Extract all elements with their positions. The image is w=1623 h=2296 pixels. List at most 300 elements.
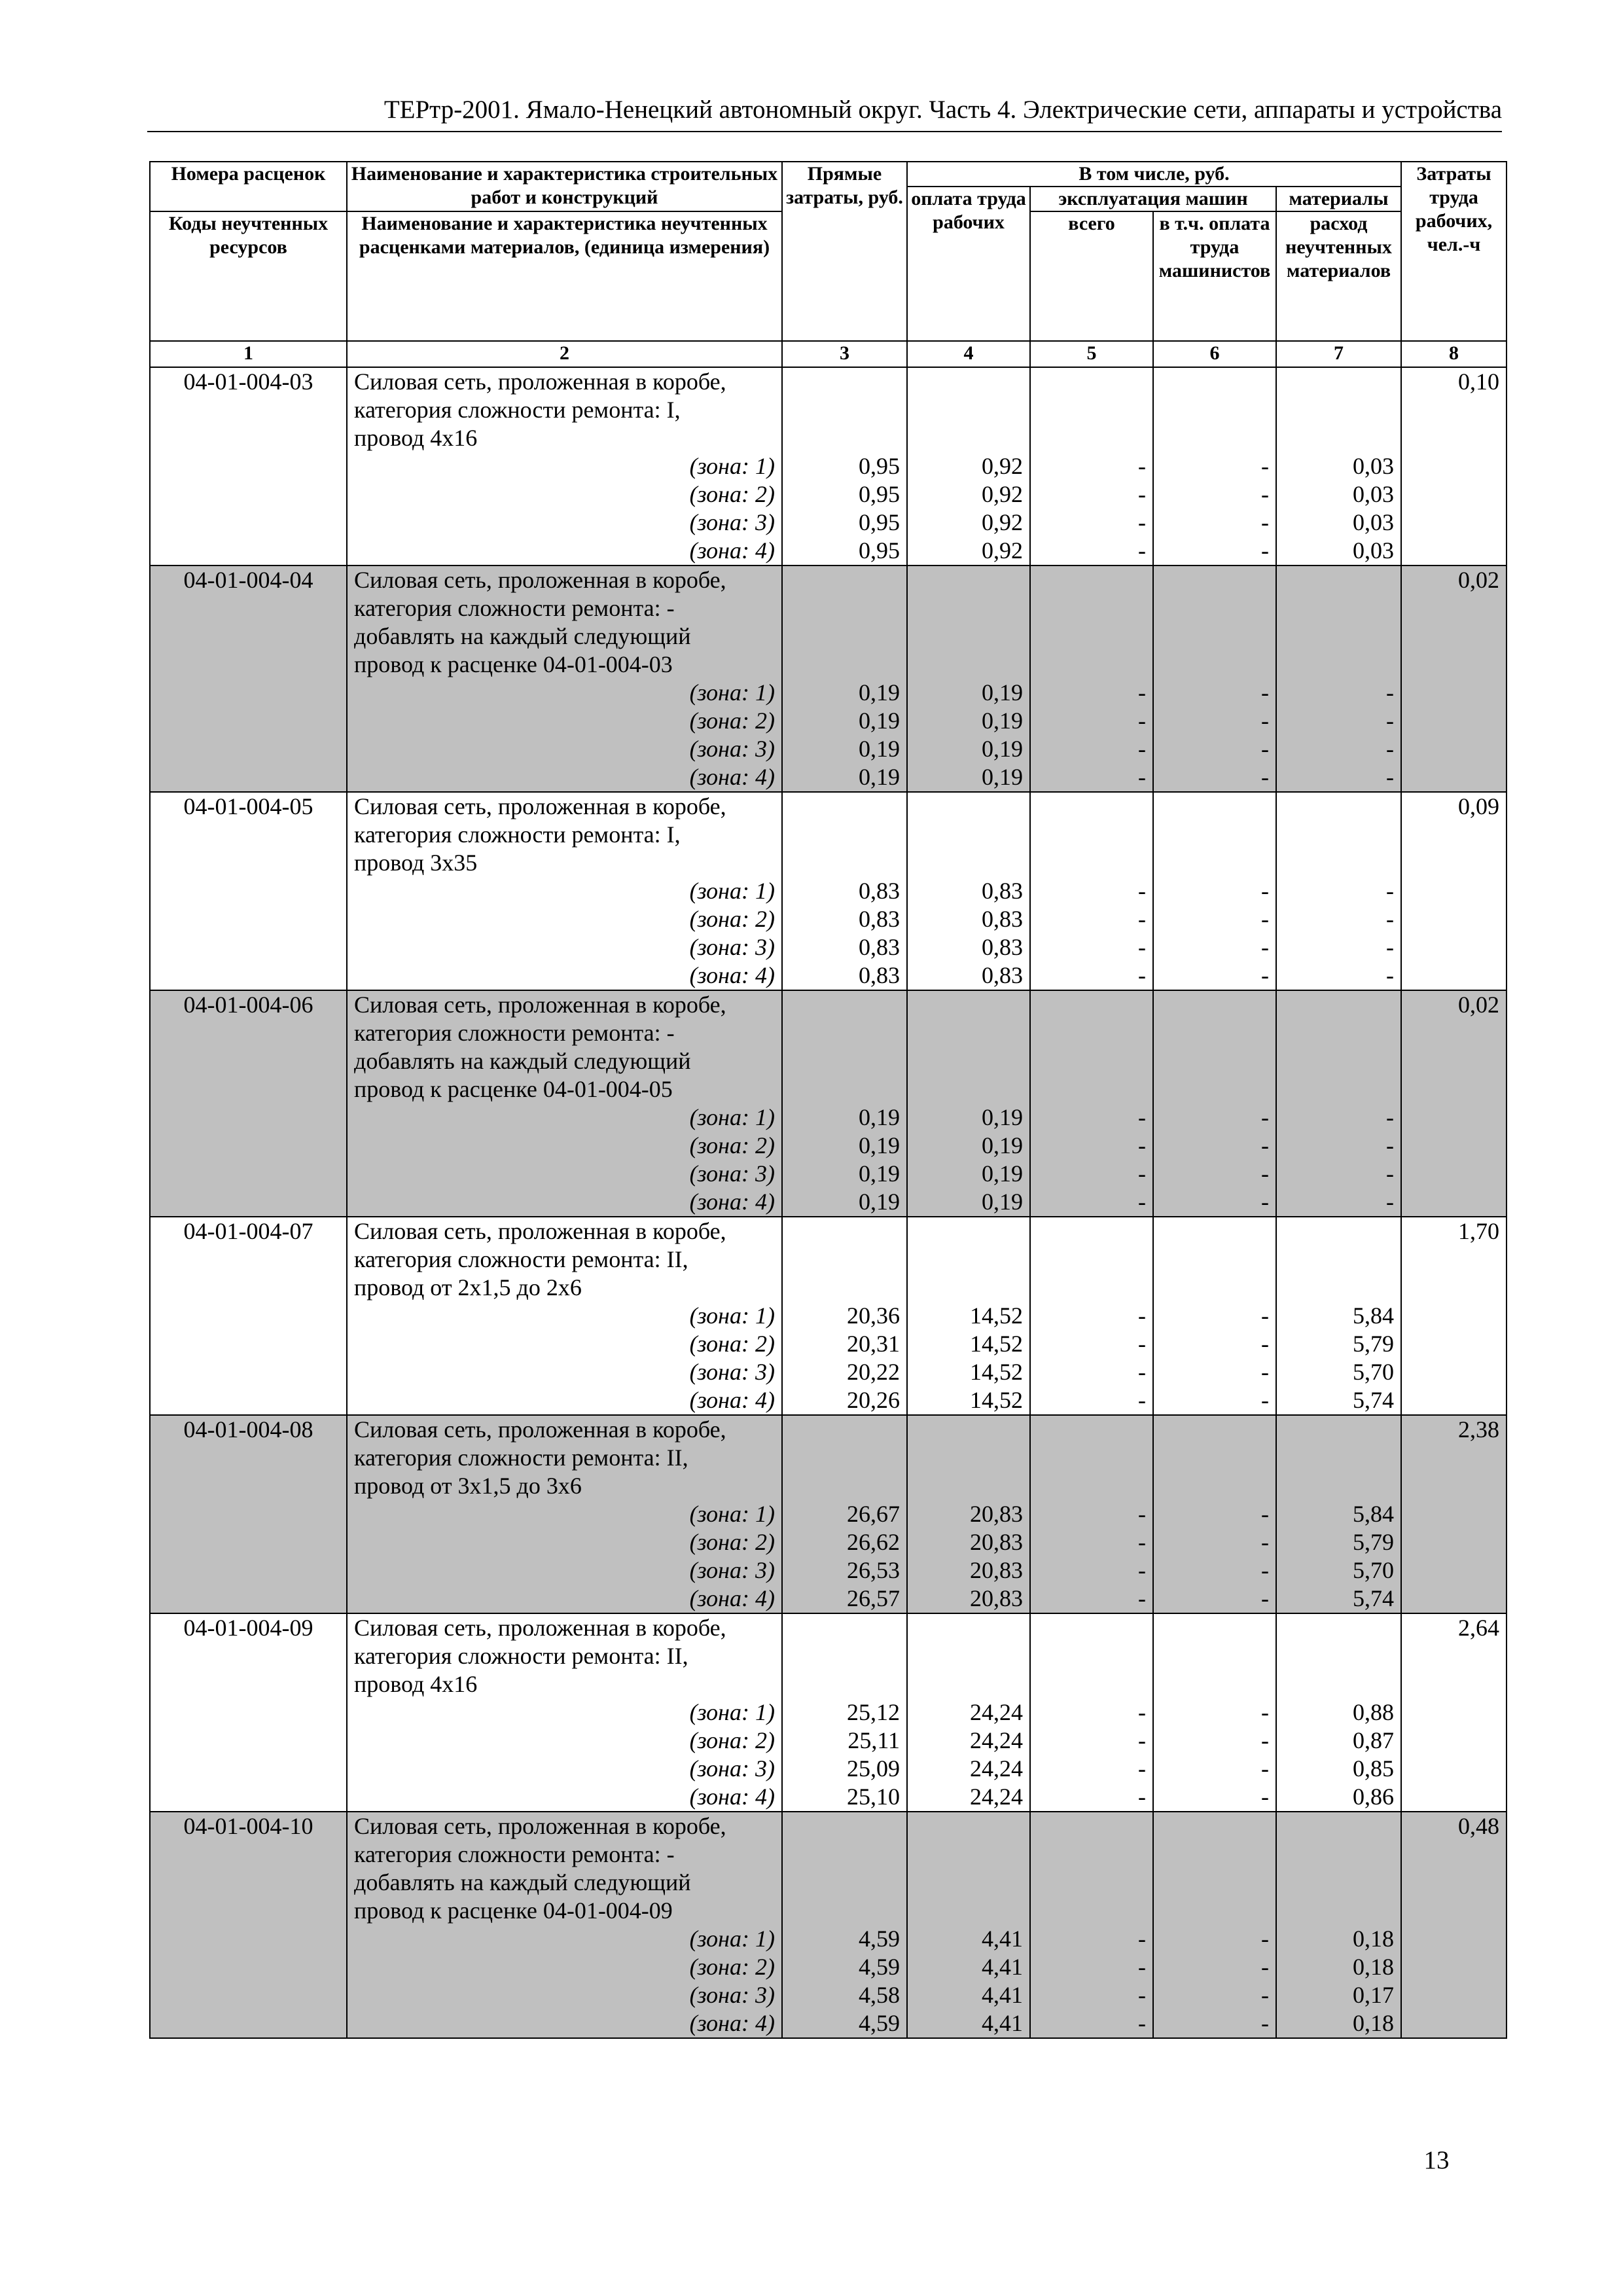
material-value: 0,18 bbox=[1353, 2010, 1395, 2036]
machines-total-value: - bbox=[1138, 1387, 1146, 1413]
direct-cost-value: 0,19 bbox=[859, 764, 900, 790]
spacer bbox=[908, 1670, 1029, 1698]
spacer bbox=[908, 1840, 1029, 1869]
machines-total-cell bbox=[1030, 565, 1153, 792]
direct-cost-value: 0,19 bbox=[859, 1160, 900, 1187]
direct-cost-value: 4,59 bbox=[859, 1954, 900, 1980]
spacer bbox=[1277, 1444, 1400, 1472]
operator-wage-value: - bbox=[1261, 453, 1269, 479]
rate-code-cell bbox=[150, 1217, 347, 1415]
rate-name-line: провод к расценке 04-01-004-09 bbox=[354, 1897, 673, 1924]
worker-wage-value: 24,24 bbox=[970, 1727, 1023, 1753]
direct-cost-value: 4,59 bbox=[859, 2010, 900, 2036]
worker-wage-value: 14,52 bbox=[970, 1302, 1023, 1329]
spacer bbox=[908, 793, 1029, 821]
header-including: В том числе, руб. bbox=[907, 162, 1401, 187]
machines-total-cell bbox=[1030, 367, 1153, 565]
spacer bbox=[783, 1416, 906, 1444]
labor-cost-cell bbox=[1401, 1217, 1507, 1415]
machines-total-value: - bbox=[1138, 1557, 1146, 1583]
rate-name-line: провод 3х35 bbox=[354, 850, 478, 876]
spacer bbox=[1031, 1869, 1152, 1897]
rate-code: 04-01-004-07 bbox=[183, 1218, 313, 1244]
zone-label: (зона: 4) bbox=[689, 1387, 775, 1413]
rate-code-cell bbox=[150, 990, 347, 1217]
material-value: 5,79 bbox=[1353, 1331, 1395, 1357]
material-value: - bbox=[1386, 906, 1395, 932]
labor-cost-cell bbox=[1401, 990, 1507, 1217]
machines-total-value: - bbox=[1138, 1699, 1146, 1725]
worker-wage-cell bbox=[907, 1613, 1030, 1812]
machines-total-value: - bbox=[1138, 708, 1146, 734]
spacer bbox=[1277, 368, 1400, 396]
worker-wage-cell bbox=[907, 990, 1030, 1217]
spacer bbox=[1031, 991, 1152, 1019]
zone-label: (зона: 3) bbox=[689, 1359, 775, 1385]
spacer bbox=[908, 622, 1029, 651]
zone-label: (зона: 1) bbox=[689, 679, 775, 706]
machines-total-value: - bbox=[1138, 1331, 1146, 1357]
rate-name-line: Силовая сеть, проложенная в коробе, bbox=[354, 1813, 726, 1839]
machines-total-value: - bbox=[1138, 1359, 1146, 1385]
direct-cost-value: 26,57 bbox=[847, 1585, 900, 1611]
direct-cost-value: 4,58 bbox=[859, 1982, 900, 2008]
direct-cost-value: 4,59 bbox=[859, 1926, 900, 1952]
rate-description-cell bbox=[347, 1217, 782, 1415]
labor-cost-cell bbox=[1401, 792, 1507, 990]
direct-cost-value: 20,31 bbox=[847, 1331, 900, 1357]
spacer bbox=[908, 424, 1029, 452]
worker-wage-value: 20,83 bbox=[970, 1501, 1023, 1527]
material-value: - bbox=[1386, 764, 1395, 790]
spacer bbox=[1154, 1274, 1275, 1302]
material-value: - bbox=[1386, 736, 1395, 762]
material-value: - bbox=[1386, 962, 1395, 988]
spacer bbox=[1154, 793, 1275, 821]
rate-code: 04-01-004-08 bbox=[183, 1416, 313, 1443]
operator-wage-value: - bbox=[1261, 481, 1269, 507]
labor-cost-value: 2,38 bbox=[1458, 1416, 1500, 1443]
spacer bbox=[1154, 991, 1275, 1019]
zone-label: (зона: 4) bbox=[689, 1585, 775, 1611]
spacer bbox=[783, 793, 906, 821]
spacer bbox=[1031, 396, 1152, 424]
header-machines: эксплуатация машин bbox=[1030, 187, 1276, 211]
rate-row bbox=[150, 792, 1507, 990]
rate-description-cell bbox=[347, 990, 782, 1217]
machines-total-value: - bbox=[1138, 481, 1146, 507]
material-cell bbox=[1276, 1415, 1401, 1613]
spacer bbox=[908, 368, 1029, 396]
spacer bbox=[1031, 1274, 1152, 1302]
spacer bbox=[908, 849, 1029, 877]
machines-total-value: - bbox=[1138, 453, 1146, 479]
rate-name-line: провод к расценке 04-01-004-03 bbox=[354, 651, 673, 677]
worker-wage-value: 0,19 bbox=[982, 708, 1023, 734]
machines-total-value: - bbox=[1138, 764, 1146, 790]
labor-cost-value: 1,70 bbox=[1458, 1218, 1500, 1244]
labor-cost-cell bbox=[1401, 1613, 1507, 1812]
direct-cost-value: 0,95 bbox=[859, 537, 900, 564]
rate-row bbox=[150, 1415, 1507, 1613]
material-value: 0,17 bbox=[1353, 1982, 1395, 2008]
direct-cost-value: 0,19 bbox=[859, 1104, 900, 1130]
spacer bbox=[1154, 1217, 1275, 1246]
machines-total-value: - bbox=[1138, 2010, 1146, 2036]
spacer bbox=[783, 1642, 906, 1670]
rate-code-cell bbox=[150, 367, 347, 565]
column-number: 7 bbox=[1276, 341, 1401, 367]
direct-cost-value: 0,19 bbox=[859, 1189, 900, 1215]
worker-wage-value: 0,83 bbox=[982, 934, 1023, 960]
worker-wage-value: 0,83 bbox=[982, 962, 1023, 988]
worker-wage-value: 14,52 bbox=[970, 1387, 1023, 1413]
machines-total-value: - bbox=[1138, 1585, 1146, 1611]
zone-label: (зона: 3) bbox=[689, 1160, 775, 1187]
operator-wage-value: - bbox=[1261, 1557, 1269, 1583]
rate-name-line: Силовая сеть, проложенная в коробе, bbox=[354, 1218, 726, 1244]
rate-description-cell bbox=[347, 792, 782, 990]
operator-wage-cell bbox=[1153, 990, 1276, 1217]
operator-wage-value: - bbox=[1261, 1331, 1269, 1357]
column-number: 2 bbox=[347, 341, 782, 367]
machines-total-cell bbox=[1030, 1812, 1153, 2038]
rate-description-cell bbox=[347, 565, 782, 792]
spacer bbox=[1277, 849, 1400, 877]
spacer bbox=[783, 368, 906, 396]
zone-label: (зона: 3) bbox=[689, 509, 775, 535]
spacer bbox=[908, 1075, 1029, 1103]
spacer bbox=[1277, 566, 1400, 594]
spacer bbox=[908, 1274, 1029, 1302]
machines-total-cell bbox=[1030, 1217, 1153, 1415]
rate-name-line: категория сложности ремонта: I, bbox=[354, 821, 681, 848]
spacer bbox=[783, 1472, 906, 1500]
zone-label: (зона: 3) bbox=[689, 736, 775, 762]
spacer bbox=[908, 1869, 1029, 1897]
machines-total-value: - bbox=[1138, 1160, 1146, 1187]
machines-total-value: - bbox=[1138, 679, 1146, 706]
worker-wage-value: 0,92 bbox=[982, 509, 1023, 535]
material-value: - bbox=[1386, 1104, 1395, 1130]
rate-code-cell bbox=[150, 1613, 347, 1812]
header-rate-numbers: Номера расценок bbox=[150, 162, 347, 211]
spacer bbox=[1031, 849, 1152, 877]
rate-name-line: Силовая сеть, проложенная в коробе, bbox=[354, 567, 726, 593]
spacer bbox=[1277, 1075, 1400, 1103]
column-number: 6 bbox=[1153, 341, 1276, 367]
operator-wage-value: - bbox=[1261, 1699, 1269, 1725]
spacer bbox=[1031, 1897, 1152, 1925]
material-cell bbox=[1276, 1613, 1401, 1812]
spacer bbox=[1277, 1614, 1400, 1642]
spacer bbox=[908, 396, 1029, 424]
material-cell bbox=[1276, 1812, 1401, 2038]
worker-wage-value: 0,19 bbox=[982, 1160, 1023, 1187]
table-header bbox=[150, 162, 1507, 367]
zone-label: (зона: 1) bbox=[689, 453, 775, 479]
direct-cost-value: 0,95 bbox=[859, 453, 900, 479]
direct-cost-value: 0,83 bbox=[859, 906, 900, 932]
operator-wage-value: - bbox=[1261, 2010, 1269, 2036]
rate-name-line: категория сложности ремонта: - bbox=[354, 1020, 675, 1046]
material-value: 5,79 bbox=[1353, 1529, 1395, 1555]
worker-wage-cell bbox=[907, 792, 1030, 990]
spacer bbox=[783, 1614, 906, 1642]
rate-name-line: категория сложности ремонта: II, bbox=[354, 1643, 688, 1669]
operator-wage-cell bbox=[1153, 792, 1276, 990]
worker-wage-value: 0,92 bbox=[982, 453, 1023, 479]
spacer bbox=[1031, 594, 1152, 622]
spacer bbox=[1277, 1472, 1400, 1500]
rate-code-cell bbox=[150, 792, 347, 990]
spacer bbox=[783, 566, 906, 594]
rate-description-cell bbox=[347, 367, 782, 565]
operator-wage-value: - bbox=[1261, 1359, 1269, 1385]
spacer bbox=[908, 821, 1029, 849]
machines-total-cell bbox=[1030, 792, 1153, 990]
direct-cost-value: 26,53 bbox=[847, 1557, 900, 1583]
column-number: 3 bbox=[782, 341, 907, 367]
spacer bbox=[1277, 1274, 1400, 1302]
spacer bbox=[908, 1047, 1029, 1075]
spacer bbox=[1031, 622, 1152, 651]
spacer bbox=[1031, 1075, 1152, 1103]
worker-wage-cell bbox=[907, 1415, 1030, 1613]
worker-wage-value: 24,24 bbox=[970, 1784, 1023, 1810]
rate-name-line: добавлять на каждый следующий bbox=[354, 623, 691, 649]
operator-wage-value: - bbox=[1261, 1727, 1269, 1753]
rate-name-line: Силовая сеть, проложенная в коробе, bbox=[354, 1615, 726, 1641]
operator-wage-value: - bbox=[1261, 878, 1269, 904]
spacer bbox=[783, 821, 906, 849]
operator-wage-value: - bbox=[1261, 1755, 1269, 1782]
zone-label: (зона: 4) bbox=[689, 1189, 775, 1215]
operator-wage-value: - bbox=[1261, 906, 1269, 932]
worker-wage-value: 0,19 bbox=[982, 679, 1023, 706]
operator-wage-value: - bbox=[1261, 1954, 1269, 1980]
spacer bbox=[1154, 396, 1275, 424]
worker-wage-value: 0,92 bbox=[982, 481, 1023, 507]
spacer bbox=[1277, 991, 1400, 1019]
zone-label: (зона: 2) bbox=[689, 1331, 775, 1357]
machines-total-value: - bbox=[1138, 1132, 1146, 1158]
spacer bbox=[783, 424, 906, 452]
spacer bbox=[1154, 1444, 1275, 1472]
machines-total-value: - bbox=[1138, 1104, 1146, 1130]
machines-total-cell bbox=[1030, 990, 1153, 1217]
spacer bbox=[1031, 1019, 1152, 1047]
rate-name-line: провод от 2х1,5 до 2х6 bbox=[354, 1274, 582, 1300]
operator-wage-value: - bbox=[1261, 1585, 1269, 1611]
spacer bbox=[908, 1472, 1029, 1500]
direct-cost-value: 0,19 bbox=[859, 679, 900, 706]
rate-row bbox=[150, 990, 1507, 1217]
spacer bbox=[783, 1274, 906, 1302]
rate-description-cell bbox=[347, 1812, 782, 2038]
material-value: 0,86 bbox=[1353, 1784, 1395, 1810]
worker-wage-value: 0,19 bbox=[982, 1104, 1023, 1130]
material-value: 5,84 bbox=[1353, 1302, 1395, 1329]
direct-cost-value: 0,95 bbox=[859, 481, 900, 507]
operator-wage-value: - bbox=[1261, 537, 1269, 564]
worker-wage-value: 4,41 bbox=[982, 1926, 1023, 1952]
worker-wage-cell bbox=[907, 1217, 1030, 1415]
spacer bbox=[1277, 1840, 1400, 1869]
machines-total-value: - bbox=[1138, 1727, 1146, 1753]
zone-label: (зона: 1) bbox=[689, 1501, 775, 1527]
page-number: 13 bbox=[1423, 2146, 1450, 2174]
labor-cost-value: 0,02 bbox=[1458, 992, 1500, 1018]
spacer bbox=[908, 566, 1029, 594]
operator-wage-value: - bbox=[1261, 736, 1269, 762]
machines-total-value: - bbox=[1138, 1501, 1146, 1527]
rate-name-line: категория сложности ремонта: II, bbox=[354, 1246, 688, 1272]
worker-wage-value: 20,83 bbox=[970, 1585, 1023, 1611]
machines-total-cell bbox=[1030, 1613, 1153, 1812]
spacer bbox=[1277, 622, 1400, 651]
labor-cost-value: 0,09 bbox=[1458, 793, 1500, 819]
spacer bbox=[908, 1416, 1029, 1444]
operator-wage-cell bbox=[1153, 1415, 1276, 1613]
operator-wage-value: - bbox=[1261, 1302, 1269, 1329]
rate-code-cell bbox=[150, 1415, 347, 1613]
spacer bbox=[1154, 368, 1275, 396]
rate-name-line: Силовая сеть, проложенная в коробе, bbox=[354, 793, 726, 819]
column-number: 1 bbox=[150, 341, 347, 367]
header-direct-costs: Прямые затраты, руб. bbox=[782, 162, 907, 341]
machines-total-value: - bbox=[1138, 1784, 1146, 1810]
spacer bbox=[1154, 594, 1275, 622]
operator-wage-value: - bbox=[1261, 1132, 1269, 1158]
spacer bbox=[908, 1019, 1029, 1047]
spacer bbox=[1031, 1472, 1152, 1500]
spacer bbox=[1031, 1047, 1152, 1075]
worker-wage-value: 20,83 bbox=[970, 1529, 1023, 1555]
spacer bbox=[1277, 1642, 1400, 1670]
operator-wage-cell bbox=[1153, 367, 1276, 565]
zone-label: (зона: 3) bbox=[689, 934, 775, 960]
labor-cost-cell bbox=[1401, 565, 1507, 792]
zone-label: (зона: 1) bbox=[689, 1104, 775, 1130]
spacer bbox=[908, 1897, 1029, 1925]
rate-code-cell bbox=[150, 565, 347, 792]
material-value: - bbox=[1386, 1189, 1395, 1215]
rates-table bbox=[149, 161, 1507, 2039]
spacer bbox=[908, 1812, 1029, 1840]
labor-cost-value: 0,02 bbox=[1458, 567, 1500, 593]
spacer bbox=[1031, 793, 1152, 821]
material-cell bbox=[1276, 1217, 1401, 1415]
spacer bbox=[1154, 1416, 1275, 1444]
direct-cost-cell bbox=[782, 1415, 907, 1613]
worker-wage-value: 0,19 bbox=[982, 1189, 1023, 1215]
direct-cost-cell bbox=[782, 1613, 907, 1812]
worker-wage-value: 0,19 bbox=[982, 1132, 1023, 1158]
zone-label: (зона: 3) bbox=[689, 1755, 775, 1782]
spacer bbox=[1031, 368, 1152, 396]
worker-wage-value: 14,52 bbox=[970, 1359, 1023, 1385]
spacer bbox=[1277, 1897, 1400, 1925]
operator-wage-value: - bbox=[1261, 1784, 1269, 1810]
spacer bbox=[1277, 424, 1400, 452]
material-value: 5,74 bbox=[1353, 1585, 1395, 1611]
spacer bbox=[908, 1642, 1029, 1670]
spacer bbox=[783, 1897, 906, 1925]
direct-cost-cell bbox=[782, 367, 907, 565]
worker-wage-value: 0,83 bbox=[982, 906, 1023, 932]
header-machines-total: всего bbox=[1030, 211, 1153, 341]
material-value: 5,70 bbox=[1353, 1359, 1395, 1385]
spacer bbox=[1277, 1019, 1400, 1047]
material-cell bbox=[1276, 367, 1401, 565]
spacer bbox=[1031, 1840, 1152, 1869]
machines-total-value: - bbox=[1138, 1926, 1146, 1952]
material-value: 5,74 bbox=[1353, 1387, 1395, 1413]
zone-label: (зона: 2) bbox=[689, 1954, 775, 1980]
operator-wage-value: - bbox=[1261, 679, 1269, 706]
spacer bbox=[908, 594, 1029, 622]
direct-cost-value: 0,95 bbox=[859, 509, 900, 535]
material-value: 0,18 bbox=[1353, 1954, 1395, 1980]
material-value: 0,87 bbox=[1353, 1727, 1395, 1753]
spacer bbox=[1031, 651, 1152, 679]
worker-wage-cell bbox=[907, 1812, 1030, 2038]
rate-name-line: добавлять на каждый следующий bbox=[354, 1869, 691, 1895]
direct-cost-value: 20,22 bbox=[847, 1359, 900, 1385]
material-value: 0,03 bbox=[1353, 509, 1395, 535]
spacer bbox=[908, 1614, 1029, 1642]
spacer bbox=[1154, 1246, 1275, 1274]
worker-wage-value: 0,19 bbox=[982, 764, 1023, 790]
direct-cost-value: 25,10 bbox=[847, 1784, 900, 1810]
spacer bbox=[783, 396, 906, 424]
labor-cost-cell bbox=[1401, 1812, 1507, 2038]
operator-wage-value: - bbox=[1261, 708, 1269, 734]
direct-cost-value: 0,19 bbox=[859, 736, 900, 762]
zone-label: (зона: 2) bbox=[689, 1132, 775, 1158]
spacer bbox=[1154, 1812, 1275, 1840]
rate-name-line: Силовая сеть, проложенная в коробе, bbox=[354, 1416, 726, 1443]
spacer bbox=[1154, 1019, 1275, 1047]
direct-cost-value: 20,36 bbox=[847, 1302, 900, 1329]
direct-cost-cell bbox=[782, 792, 907, 990]
rate-row bbox=[150, 367, 1507, 565]
header-resource-codes: Коды неучтенных ресурсов bbox=[150, 211, 347, 341]
spacer bbox=[1154, 566, 1275, 594]
rate-name-line: провод к расценке 04-01-004-05 bbox=[354, 1076, 673, 1102]
header-material-name: Наименование и характеристика неучтенных расценками материалов, (единица измерения) bbox=[347, 211, 782, 341]
worker-wage-value: 24,24 bbox=[970, 1699, 1023, 1725]
machines-total-value: - bbox=[1138, 934, 1146, 960]
rate-code: 04-01-004-09 bbox=[183, 1615, 313, 1641]
rate-name-line: категория сложности ремонта: - bbox=[354, 1841, 675, 1867]
spacer bbox=[783, 1444, 906, 1472]
direct-cost-value: 0,19 bbox=[859, 708, 900, 734]
spacer bbox=[1154, 651, 1275, 679]
machines-total-value: - bbox=[1138, 1189, 1146, 1215]
rate-name-line: провод от 3х1,5 до 3х6 bbox=[354, 1473, 582, 1499]
material-cell bbox=[1276, 990, 1401, 1217]
rate-name-line: провод 4х16 bbox=[354, 1671, 478, 1697]
running-head: ТЕРтр-2001. Ямало-Ненецкий автономный округ. Часть 4. Электрические сети, аппараты и устройства bbox=[147, 93, 1502, 132]
spacer bbox=[1154, 1869, 1275, 1897]
operator-wage-value: - bbox=[1261, 962, 1269, 988]
machines-total-value: - bbox=[1138, 906, 1146, 932]
zone-label: (зона: 2) bbox=[689, 481, 775, 507]
spacer bbox=[1277, 821, 1400, 849]
labor-cost-cell bbox=[1401, 367, 1507, 565]
